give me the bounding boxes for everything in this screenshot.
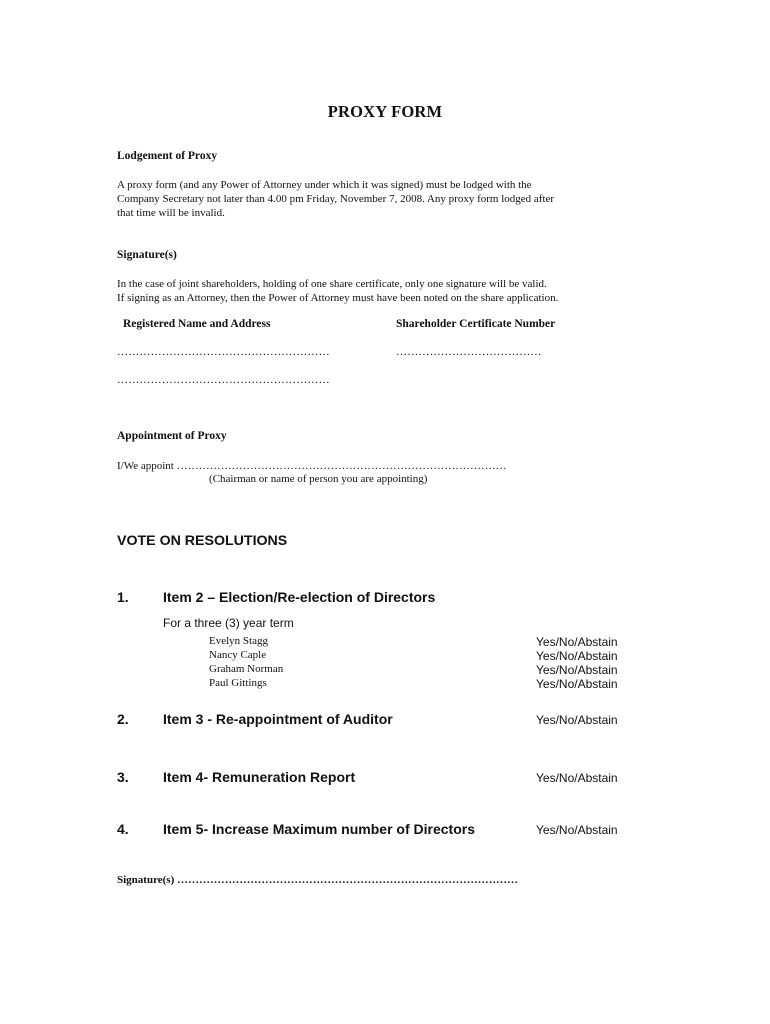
appointment-heading: Appointment of Proxy: [117, 430, 227, 442]
lodgement-line-1: A proxy form (and any Power of Attorney under which it was signed) must be lodged with the: [117, 179, 532, 191]
item-1-subtitle: For a three (3) year term: [163, 616, 294, 630]
registered-name-field-1[interactable]: …………………………………………………: [117, 346, 330, 358]
vote-options[interactable]: Yes/No/Abstain: [536, 649, 618, 663]
director-name: Graham Norman: [209, 663, 284, 675]
signatures-line-2: If signing as an Attorney, then the Power of Attorney must have been noted on the share application.: [117, 292, 559, 304]
director-name: Paul Gittings: [209, 677, 267, 689]
registered-name-field-2[interactable]: …………………………………………………: [117, 374, 330, 386]
vote-options[interactable]: Yes/No/Abstain: [536, 823, 618, 837]
item-3-title: Item 4- Remuneration Report: [163, 769, 356, 785]
vote-heading: VOTE ON RESOLUTIONS: [117, 533, 288, 549]
vote-options[interactable]: Yes/No/Abstain: [536, 635, 618, 649]
director-name: Evelyn Stagg: [209, 635, 268, 647]
item-1-number: 1.: [117, 589, 129, 605]
item-2-number: 2.: [117, 711, 129, 727]
item-3-number: 3.: [117, 769, 129, 785]
appoint-field[interactable]: I/We appoint ………………………………………………………………………………: [117, 460, 507, 472]
vote-options[interactable]: Yes/No/Abstain: [536, 771, 618, 785]
lodgement-line-2: Company Secretary not later than 4.00 pm Friday, November 7, 2008. Any proxy form lodged after: [117, 193, 555, 205]
lodgement-line-3: that time will be invalid.: [117, 207, 225, 219]
page-title: PROXY FORM: [327, 102, 443, 121]
appoint-caption: (Chairman or name of person you are appointing): [209, 473, 428, 485]
item-1-title: Item 2 – Election/Re-election of Directors: [163, 589, 436, 605]
signature-field[interactable]: Signature(s) …………………………………………………………………………………: [117, 874, 518, 886]
vote-options[interactable]: Yes/No/Abstain: [536, 677, 618, 691]
signatures-line-1: In the case of joint shareholders, holding of one share certificate, only one signature will be valid.: [117, 278, 547, 290]
signatures-heading: Signature(s): [117, 249, 177, 261]
registered-name-header: Registered Name and Address: [123, 318, 271, 330]
item-4-title: Item 5- Increase Maximum number of Directors: [163, 821, 475, 837]
director-name: Nancy Caple: [209, 649, 267, 661]
certificate-number-field[interactable]: …………………………………: [396, 346, 542, 358]
item-2-title: Item 3 - Re-appointment of Auditor: [163, 711, 393, 727]
item-4-number: 4.: [117, 821, 129, 837]
lodgement-heading: Lodgement of Proxy: [117, 150, 218, 162]
vote-options[interactable]: Yes/No/Abstain: [536, 713, 618, 727]
certificate-number-header: Shareholder Certificate Number: [396, 318, 556, 330]
vote-options[interactable]: Yes/No/Abstain: [536, 663, 618, 677]
